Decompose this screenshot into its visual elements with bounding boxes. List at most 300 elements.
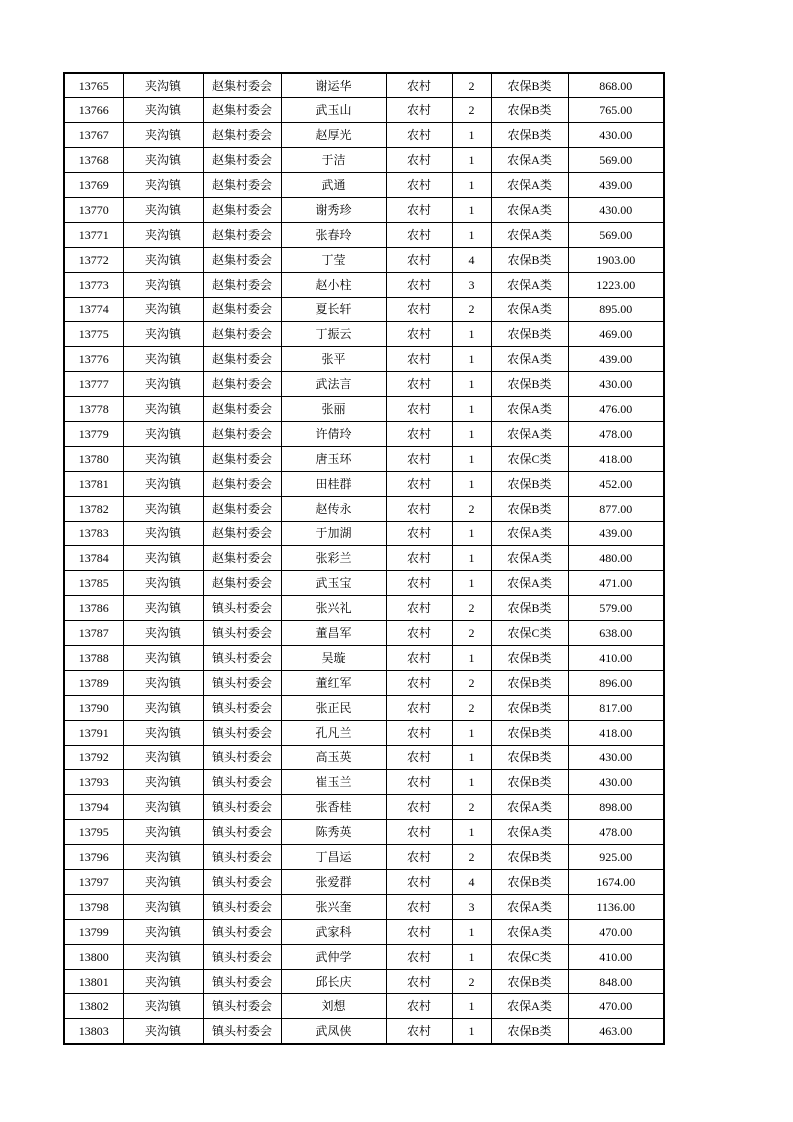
cell-person_count: 1 <box>452 347 491 372</box>
cell-id: 13786 <box>64 596 123 621</box>
cell-household_type: 农村 <box>386 123 452 148</box>
cell-village: 赵集村委会 <box>203 446 281 471</box>
cell-name: 张丽 <box>281 397 386 422</box>
cell-person_count: 2 <box>452 670 491 695</box>
cell-household_type: 农村 <box>386 521 452 546</box>
table-row <box>64 645 664 670</box>
cell-person_count: 2 <box>452 695 491 720</box>
table-row <box>64 919 664 944</box>
cell-amount: 868.00 <box>568 73 664 98</box>
cell-village: 镇头村委会 <box>203 670 281 695</box>
cell-amount: 452.00 <box>568 471 664 496</box>
cell-id: 13803 <box>64 1019 123 1044</box>
cell-person_count: 1 <box>452 521 491 546</box>
table-row <box>64 197 664 222</box>
cell-amount: 848.00 <box>568 969 664 994</box>
cell-household_type: 农村 <box>386 496 452 521</box>
cell-household_type: 农村 <box>386 820 452 845</box>
cell-amount: 471.00 <box>568 571 664 596</box>
cell-name: 陈秀英 <box>281 820 386 845</box>
cell-amount: 470.00 <box>568 919 664 944</box>
cell-amount: 439.00 <box>568 521 664 546</box>
cell-insurance_category: 农保A类 <box>491 148 568 173</box>
cell-village: 镇头村委会 <box>203 770 281 795</box>
cell-household_type: 农村 <box>386 919 452 944</box>
cell-insurance_category: 农保B类 <box>491 670 568 695</box>
cell-id: 13785 <box>64 571 123 596</box>
cell-town: 夹沟镇 <box>123 870 203 895</box>
cell-household_type: 农村 <box>386 870 452 895</box>
cell-household_type: 农村 <box>386 272 452 297</box>
cell-insurance_category: 农保A类 <box>491 894 568 919</box>
cell-id: 13766 <box>64 98 123 123</box>
cell-household_type: 农村 <box>386 322 452 347</box>
cell-person_count: 2 <box>452 845 491 870</box>
cell-household_type: 农村 <box>386 397 452 422</box>
cell-amount: 410.00 <box>568 645 664 670</box>
table-body <box>64 73 664 1044</box>
cell-town: 夹沟镇 <box>123 446 203 471</box>
cell-name: 武玉宝 <box>281 571 386 596</box>
cell-person_count: 1 <box>452 770 491 795</box>
cell-insurance_category: 农保C类 <box>491 621 568 646</box>
cell-village: 赵集村委会 <box>203 397 281 422</box>
cell-id: 13772 <box>64 247 123 272</box>
cell-id: 13769 <box>64 173 123 198</box>
cell-amount: 418.00 <box>568 720 664 745</box>
cell-town: 夹沟镇 <box>123 397 203 422</box>
cell-id: 13796 <box>64 845 123 870</box>
cell-household_type: 农村 <box>386 894 452 919</box>
table-row <box>64 372 664 397</box>
cell-household_type: 农村 <box>386 173 452 198</box>
cell-town: 夹沟镇 <box>123 1019 203 1044</box>
table-row <box>64 770 664 795</box>
cell-town: 夹沟镇 <box>123 944 203 969</box>
cell-village: 镇头村委会 <box>203 845 281 870</box>
cell-insurance_category: 农保A类 <box>491 546 568 571</box>
cell-name: 武家科 <box>281 919 386 944</box>
cell-name: 夏长轩 <box>281 297 386 322</box>
table-row <box>64 795 664 820</box>
cell-village: 镇头村委会 <box>203 994 281 1019</box>
cell-id: 13771 <box>64 222 123 247</box>
table-row <box>64 297 664 322</box>
cell-person_count: 1 <box>452 173 491 198</box>
cell-person_count: 2 <box>452 73 491 98</box>
table-row <box>64 695 664 720</box>
cell-town: 夹沟镇 <box>123 994 203 1019</box>
cell-amount: 469.00 <box>568 322 664 347</box>
cell-insurance_category: 农保B类 <box>491 745 568 770</box>
cell-insurance_category: 农保B类 <box>491 720 568 745</box>
cell-village: 赵集村委会 <box>203 123 281 148</box>
cell-amount: 439.00 <box>568 347 664 372</box>
table-row <box>64 347 664 372</box>
cell-village: 赵集村委会 <box>203 372 281 397</box>
cell-insurance_category: 农保A类 <box>491 297 568 322</box>
cell-id: 13794 <box>64 795 123 820</box>
cell-amount: 410.00 <box>568 944 664 969</box>
cell-id: 13778 <box>64 397 123 422</box>
cell-household_type: 农村 <box>386 670 452 695</box>
cell-name: 武仲学 <box>281 944 386 969</box>
cell-name: 丁昌运 <box>281 845 386 870</box>
cell-person_count: 1 <box>452 322 491 347</box>
cell-name: 张兴礼 <box>281 596 386 621</box>
cell-town: 夹沟镇 <box>123 496 203 521</box>
table-row <box>64 571 664 596</box>
cell-household_type: 农村 <box>386 297 452 322</box>
cell-id: 13787 <box>64 621 123 646</box>
table-row <box>64 596 664 621</box>
cell-person_count: 2 <box>452 596 491 621</box>
cell-amount: 480.00 <box>568 546 664 571</box>
cell-village: 镇头村委会 <box>203 944 281 969</box>
cell-name: 张春玲 <box>281 222 386 247</box>
cell-town: 夹沟镇 <box>123 670 203 695</box>
cell-town: 夹沟镇 <box>123 770 203 795</box>
cell-household_type: 农村 <box>386 148 452 173</box>
cell-id: 13799 <box>64 919 123 944</box>
cell-id: 13802 <box>64 994 123 1019</box>
cell-village: 镇头村委会 <box>203 596 281 621</box>
cell-name: 于洁 <box>281 148 386 173</box>
cell-household_type: 农村 <box>386 994 452 1019</box>
cell-name: 赵厚光 <box>281 123 386 148</box>
cell-id: 13776 <box>64 347 123 372</box>
cell-amount: 463.00 <box>568 1019 664 1044</box>
cell-person_count: 1 <box>452 1019 491 1044</box>
cell-insurance_category: 农保B类 <box>491 123 568 148</box>
cell-name: 武玉山 <box>281 98 386 123</box>
cell-amount: 817.00 <box>568 695 664 720</box>
table-row <box>64 720 664 745</box>
cell-household_type: 农村 <box>386 645 452 670</box>
cell-village: 赵集村委会 <box>203 148 281 173</box>
cell-amount: 569.00 <box>568 148 664 173</box>
cell-id: 13782 <box>64 496 123 521</box>
cell-household_type: 农村 <box>386 73 452 98</box>
cell-id: 13795 <box>64 820 123 845</box>
cell-amount: 478.00 <box>568 820 664 845</box>
cell-amount: 430.00 <box>568 123 664 148</box>
cell-person_count: 1 <box>452 372 491 397</box>
cell-id: 13765 <box>64 73 123 98</box>
cell-name: 张彩兰 <box>281 546 386 571</box>
cell-name: 董昌军 <box>281 621 386 646</box>
cell-id: 13793 <box>64 770 123 795</box>
cell-person_count: 1 <box>452 720 491 745</box>
cell-village: 赵集村委会 <box>203 272 281 297</box>
table-row <box>64 73 664 98</box>
cell-amount: 877.00 <box>568 496 664 521</box>
table-row <box>64 322 664 347</box>
cell-town: 夹沟镇 <box>123 795 203 820</box>
cell-id: 13790 <box>64 695 123 720</box>
cell-name: 吴璇 <box>281 645 386 670</box>
cell-insurance_category: 农保B类 <box>491 969 568 994</box>
table-row <box>64 173 664 198</box>
cell-town: 夹沟镇 <box>123 247 203 272</box>
cell-village: 镇头村委会 <box>203 645 281 670</box>
table-row <box>64 471 664 496</box>
cell-insurance_category: 农保A类 <box>491 222 568 247</box>
cell-insurance_category: 农保A类 <box>491 397 568 422</box>
cell-amount: 430.00 <box>568 745 664 770</box>
table-row <box>64 944 664 969</box>
cell-town: 夹沟镇 <box>123 148 203 173</box>
cell-amount: 569.00 <box>568 222 664 247</box>
cell-household_type: 农村 <box>386 745 452 770</box>
cell-amount: 1223.00 <box>568 272 664 297</box>
cell-town: 夹沟镇 <box>123 571 203 596</box>
cell-amount: 430.00 <box>568 770 664 795</box>
cell-amount: 478.00 <box>568 421 664 446</box>
table-row <box>64 123 664 148</box>
table-row <box>64 621 664 646</box>
cell-household_type: 农村 <box>386 571 452 596</box>
cell-town: 夹沟镇 <box>123 894 203 919</box>
cell-id: 13801 <box>64 969 123 994</box>
cell-village: 镇头村委会 <box>203 919 281 944</box>
cell-household_type: 农村 <box>386 98 452 123</box>
cell-name: 邱长庆 <box>281 969 386 994</box>
cell-person_count: 1 <box>452 745 491 770</box>
table-row <box>64 247 664 272</box>
cell-household_type: 农村 <box>386 1019 452 1044</box>
cell-id: 13783 <box>64 521 123 546</box>
cell-household_type: 农村 <box>386 546 452 571</box>
cell-town: 夹沟镇 <box>123 919 203 944</box>
cell-id: 13789 <box>64 670 123 695</box>
cell-id: 13774 <box>64 297 123 322</box>
cell-town: 夹沟镇 <box>123 347 203 372</box>
cell-amount: 470.00 <box>568 994 664 1019</box>
cell-village: 赵集村委会 <box>203 471 281 496</box>
cell-amount: 925.00 <box>568 845 664 870</box>
cell-village: 镇头村委会 <box>203 621 281 646</box>
cell-person_count: 2 <box>452 496 491 521</box>
cell-household_type: 农村 <box>386 421 452 446</box>
cell-insurance_category: 农保B类 <box>491 98 568 123</box>
cell-name: 崔玉兰 <box>281 770 386 795</box>
cell-town: 夹沟镇 <box>123 720 203 745</box>
cell-name: 赵小柱 <box>281 272 386 297</box>
cell-amount: 896.00 <box>568 670 664 695</box>
table-row <box>64 1019 664 1044</box>
cell-id: 13797 <box>64 870 123 895</box>
cell-person_count: 2 <box>452 297 491 322</box>
cell-insurance_category: 农保A类 <box>491 521 568 546</box>
cell-household_type: 农村 <box>386 347 452 372</box>
cell-person_count: 1 <box>452 397 491 422</box>
cell-insurance_category: 农保A类 <box>491 919 568 944</box>
cell-town: 夹沟镇 <box>123 645 203 670</box>
cell-insurance_category: 农保A类 <box>491 272 568 297</box>
cell-name: 张香桂 <box>281 795 386 820</box>
cell-id: 13767 <box>64 123 123 148</box>
cell-id: 13770 <box>64 197 123 222</box>
table-row <box>64 870 664 895</box>
cell-village: 赵集村委会 <box>203 247 281 272</box>
cell-village: 镇头村委会 <box>203 720 281 745</box>
cell-name: 刘想 <box>281 994 386 1019</box>
cell-insurance_category: 农保B类 <box>491 471 568 496</box>
table-row <box>64 994 664 1019</box>
cell-town: 夹沟镇 <box>123 197 203 222</box>
cell-insurance_category: 农保B类 <box>491 372 568 397</box>
cell-name: 武凤侠 <box>281 1019 386 1044</box>
cell-id: 13791 <box>64 720 123 745</box>
cell-person_count: 3 <box>452 272 491 297</box>
cell-person_count: 4 <box>452 247 491 272</box>
cell-village: 镇头村委会 <box>203 1019 281 1044</box>
cell-village: 镇头村委会 <box>203 820 281 845</box>
cell-village: 镇头村委会 <box>203 745 281 770</box>
cell-person_count: 1 <box>452 222 491 247</box>
cell-village: 赵集村委会 <box>203 496 281 521</box>
cell-village: 赵集村委会 <box>203 197 281 222</box>
cell-town: 夹沟镇 <box>123 98 203 123</box>
cell-amount: 418.00 <box>568 446 664 471</box>
cell-id: 13775 <box>64 322 123 347</box>
cell-town: 夹沟镇 <box>123 820 203 845</box>
cell-amount: 439.00 <box>568 173 664 198</box>
table-row <box>64 98 664 123</box>
cell-id: 13784 <box>64 546 123 571</box>
cell-town: 夹沟镇 <box>123 969 203 994</box>
cell-household_type: 农村 <box>386 372 452 397</box>
cell-insurance_category: 农保A类 <box>491 795 568 820</box>
cell-insurance_category: 农保A类 <box>491 994 568 1019</box>
table-row <box>64 421 664 446</box>
cell-amount: 430.00 <box>568 197 664 222</box>
cell-person_count: 2 <box>452 795 491 820</box>
cell-town: 夹沟镇 <box>123 471 203 496</box>
cell-town: 夹沟镇 <box>123 745 203 770</box>
cell-household_type: 农村 <box>386 247 452 272</box>
cell-amount: 430.00 <box>568 372 664 397</box>
cell-person_count: 1 <box>452 645 491 670</box>
cell-name: 张正民 <box>281 695 386 720</box>
cell-village: 镇头村委会 <box>203 695 281 720</box>
cell-insurance_category: 农保B类 <box>491 870 568 895</box>
cell-person_count: 1 <box>452 820 491 845</box>
table-row <box>64 670 664 695</box>
cell-amount: 898.00 <box>568 795 664 820</box>
cell-household_type: 农村 <box>386 795 452 820</box>
cell-insurance_category: 农保B类 <box>491 845 568 870</box>
cell-amount: 895.00 <box>568 297 664 322</box>
cell-household_type: 农村 <box>386 969 452 994</box>
cell-insurance_category: 农保B类 <box>491 770 568 795</box>
cell-town: 夹沟镇 <box>123 695 203 720</box>
cell-town: 夹沟镇 <box>123 546 203 571</box>
cell-town: 夹沟镇 <box>123 222 203 247</box>
table-row <box>64 521 664 546</box>
cell-person_count: 1 <box>452 421 491 446</box>
cell-insurance_category: 农保A类 <box>491 173 568 198</box>
cell-insurance_category: 农保C类 <box>491 944 568 969</box>
cell-town: 夹沟镇 <box>123 123 203 148</box>
cell-amount: 1674.00 <box>568 870 664 895</box>
cell-name: 于加湖 <box>281 521 386 546</box>
cell-name: 孔凡兰 <box>281 720 386 745</box>
cell-person_count: 1 <box>452 446 491 471</box>
cell-household_type: 农村 <box>386 446 452 471</box>
cell-household_type: 农村 <box>386 720 452 745</box>
cell-name: 谢秀珍 <box>281 197 386 222</box>
cell-name: 丁莹 <box>281 247 386 272</box>
payment-table <box>63 72 665 1045</box>
cell-id: 13800 <box>64 944 123 969</box>
cell-town: 夹沟镇 <box>123 73 203 98</box>
cell-person_count: 4 <box>452 870 491 895</box>
cell-household_type: 农村 <box>386 471 452 496</box>
cell-name: 张平 <box>281 347 386 372</box>
cell-insurance_category: 农保B类 <box>491 247 568 272</box>
table-row <box>64 546 664 571</box>
table-row <box>64 496 664 521</box>
cell-name: 田桂群 <box>281 471 386 496</box>
cell-insurance_category: 农保B类 <box>491 695 568 720</box>
cell-village: 赵集村委会 <box>203 571 281 596</box>
cell-household_type: 农村 <box>386 845 452 870</box>
cell-village: 赵集村委会 <box>203 173 281 198</box>
cell-household_type: 农村 <box>386 695 452 720</box>
cell-village: 镇头村委会 <box>203 969 281 994</box>
cell-amount: 1903.00 <box>568 247 664 272</box>
cell-village: 赵集村委会 <box>203 421 281 446</box>
cell-name: 武法言 <box>281 372 386 397</box>
cell-person_count: 1 <box>452 471 491 496</box>
cell-amount: 1136.00 <box>568 894 664 919</box>
cell-id: 13781 <box>64 471 123 496</box>
cell-amount: 638.00 <box>568 621 664 646</box>
cell-id: 13780 <box>64 446 123 471</box>
cell-amount: 579.00 <box>568 596 664 621</box>
cell-name: 谢运华 <box>281 73 386 98</box>
cell-insurance_category: 农保A类 <box>491 571 568 596</box>
cell-person_count: 1 <box>452 994 491 1019</box>
cell-town: 夹沟镇 <box>123 845 203 870</box>
cell-person_count: 3 <box>452 894 491 919</box>
cell-village: 镇头村委会 <box>203 870 281 895</box>
cell-village: 赵集村委会 <box>203 222 281 247</box>
table-row <box>64 745 664 770</box>
cell-town: 夹沟镇 <box>123 322 203 347</box>
cell-village: 镇头村委会 <box>203 795 281 820</box>
cell-person_count: 1 <box>452 197 491 222</box>
cell-insurance_category: 农保A类 <box>491 421 568 446</box>
cell-town: 夹沟镇 <box>123 421 203 446</box>
cell-town: 夹沟镇 <box>123 521 203 546</box>
cell-name: 丁振云 <box>281 322 386 347</box>
cell-town: 夹沟镇 <box>123 596 203 621</box>
cell-household_type: 农村 <box>386 770 452 795</box>
cell-person_count: 1 <box>452 571 491 596</box>
cell-person_count: 2 <box>452 98 491 123</box>
cell-insurance_category: 农保C类 <box>491 446 568 471</box>
cell-id: 13779 <box>64 421 123 446</box>
cell-person_count: 1 <box>452 123 491 148</box>
cell-name: 许倩玲 <box>281 421 386 446</box>
table-row <box>64 148 664 173</box>
cell-name: 唐玉环 <box>281 446 386 471</box>
table-row <box>64 820 664 845</box>
cell-village: 镇头村委会 <box>203 894 281 919</box>
